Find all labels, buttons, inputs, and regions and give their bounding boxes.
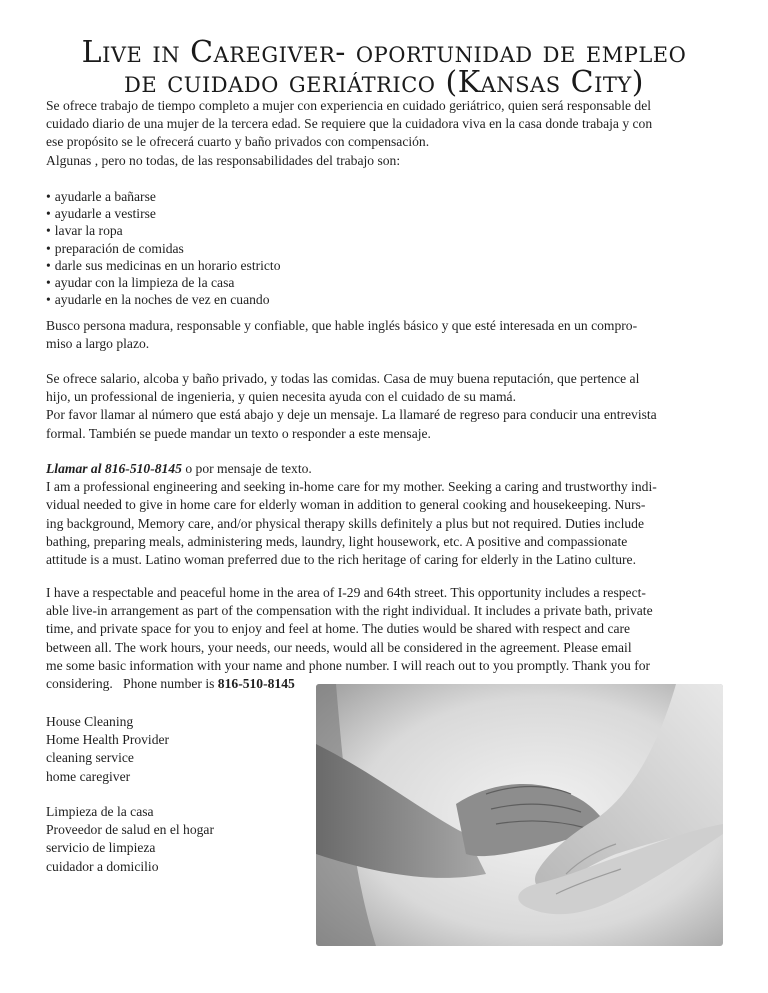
- english-line: able live-in arrangement as part of the compensation with the right individual. It includes a private bath, private: [46, 603, 653, 619]
- offer-line: Por favor llamar al número que está abajo y deje un mensaje. La llamaré de regreso para conducir una entrevista: [46, 407, 657, 423]
- closing-text: considering. Phone number is: [46, 676, 218, 692]
- list-item: • lavar la ropa: [46, 222, 734, 239]
- offer-paragraph: [46, 370, 734, 443]
- english-line: I am a professional engineering and seeking in-home care for my mother. Seeking a caring and trustworthy indi-: [46, 479, 657, 495]
- list-item: House Cleaning: [46, 714, 134, 729]
- hands-holding-illustration: [316, 684, 723, 946]
- intro-line: ese propósito se le ofrecerá cuarto y baño privados con compensación.: [46, 134, 430, 150]
- list-item: • ayudar con la limpieza de la casa: [46, 274, 734, 291]
- page-title: [40, 35, 728, 100]
- english-line: ing background, Memory care, and/or physical therapy skills definitely a plus but not required. Duties include: [46, 515, 644, 531]
- list-item: • ayudarle en la noches de vez en cuando: [46, 291, 734, 308]
- list-item: cuidador a domicilio: [46, 858, 159, 874]
- intro-paragraph: [46, 97, 734, 170]
- intro-line: cuidado diario de una mujer de la tercera edad. Se requiere que la cuidadora viva en la casa donde trabaja y con: [46, 116, 653, 132]
- english-line: vidual needed to give in home care for elderly woman in addition to general cooking and housekeeping. Nurs-: [46, 497, 646, 513]
- offer-line: formal. También se puede mandar un texto o responder a este mensaje.: [46, 425, 431, 441]
- list-item: • darle sus medicinas en un horario estricto: [46, 257, 734, 274]
- services-spanish-list: [46, 803, 214, 876]
- offer-line: hijo, un professional de ingenieria, y quien necesita ayuda con el cuidado de su mamá.: [46, 389, 516, 405]
- list-item: • ayudarle a vestirse: [46, 205, 734, 222]
- intro-line: Algunas , pero no todas, de las responsabilidades del trabajo son:: [46, 152, 401, 168]
- list-item: home caregiver: [46, 768, 131, 784]
- closing-phone: 816-510-8145: [217, 676, 295, 692]
- english-home-paragraph: [46, 584, 734, 693]
- seeking-line: Busco persona madura, responsable y confiable, que hable inglés básico y que esté interesada en un compro-: [46, 318, 638, 333]
- english-intro-paragraph: [46, 460, 734, 569]
- offer-line: Se ofrece salario, alcoba y baño privado, y todas las comidas. Casa de muy buena reputación, que pertence al: [46, 371, 640, 386]
- list-item: • ayudarle a bañarse: [46, 188, 734, 205]
- title-line-1: Live in Caregiver- oportunidad de empleo: [81, 35, 687, 70]
- list-item: Home Health Provider: [46, 732, 170, 748]
- english-line: bathing, preparing meals, administering meds, laundry, light housework, etc. A positive and compassionate: [46, 533, 628, 549]
- call-phone-text: Llamar al 816-510-8145: [46, 461, 182, 476]
- hands-holding-photo: [316, 684, 723, 946]
- list-item: • preparación de comidas: [46, 240, 734, 257]
- list-item: cleaning service: [46, 750, 134, 766]
- intro-line: Se ofrece trabajo de tiempo completo a mujer con experiencia en cuidado geriátrico, quien será responsable del: [46, 98, 652, 113]
- english-line: between all. The work hours, your needs, our needs, would all be considered in the agreement. Please email: [46, 639, 632, 655]
- title-line-2: de cuidado geriátrico (Kansas City): [124, 65, 644, 100]
- list-item: Proveedor de salud en el hogar: [46, 822, 214, 838]
- call-rest-text: o por mensaje de texto.: [181, 461, 312, 476]
- responsibilities-list: [46, 188, 734, 308]
- seeking-line: miso a largo plazo.: [46, 336, 150, 352]
- list-item: Limpieza de la casa: [46, 804, 154, 819]
- services-english-list: [46, 713, 169, 786]
- english-line: attitude is a must. Latino woman preferred due to the rich heritage of caring for elderly in the Latino culture.: [46, 552, 636, 568]
- list-item: servicio de limpieza: [46, 840, 156, 856]
- english-line: me some basic information with your name and phone number. I will reach out to you promptly. Thank you for: [46, 657, 651, 673]
- english-line: time, and private space for you to enjoy and feel at home. The duties would be shared with respect and care: [46, 621, 631, 637]
- call-line: [46, 460, 734, 478]
- seeking-paragraph: [46, 317, 734, 353]
- english-line: I have a respectable and peaceful home in the area of I-29 and 64th street. This opportunity includes a respect-: [46, 585, 646, 600]
